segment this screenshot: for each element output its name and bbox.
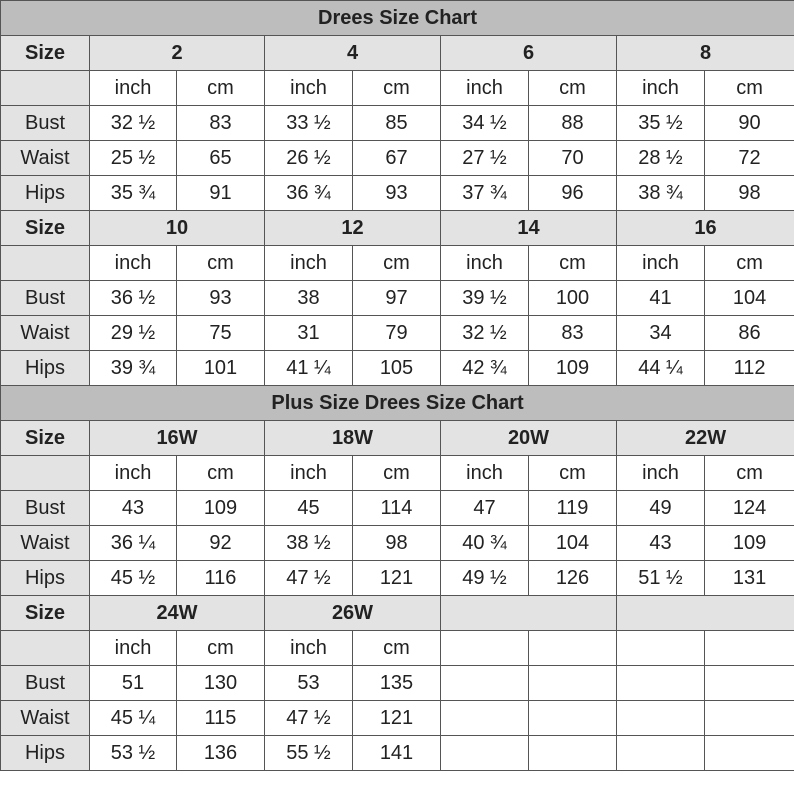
size-header: 18W [265, 421, 441, 456]
measurement-value: 47 ½ [265, 701, 353, 736]
measurement-row [1, 351, 794, 386]
measurement-value: 45 ¼ [90, 701, 177, 736]
measurement-value: 35 ¾ [90, 176, 177, 211]
size-header-row [1, 211, 794, 246]
measurement-value: 45 [265, 491, 353, 526]
unit-cm-label: cm [353, 246, 441, 281]
measurement-value: 121 [353, 701, 441, 736]
size-header: 4 [265, 36, 441, 71]
unit-cm-label: cm [529, 456, 617, 491]
measurement-value: 97 [353, 281, 441, 316]
measurement-value: 130 [177, 666, 265, 701]
measurement-value [441, 701, 529, 736]
unit-cm-label: cm [705, 246, 794, 281]
measurement-value: 70 [529, 141, 617, 176]
measurement-value [705, 701, 794, 736]
measurement-value: 40 ¾ [441, 526, 529, 561]
measurement-value: 91 [177, 176, 265, 211]
measurement-label: Waist [1, 526, 90, 561]
size-header: 26W [265, 596, 441, 631]
measurement-value: 83 [177, 106, 265, 141]
measurement-value: 51 ½ [617, 561, 705, 596]
unit-inch-label: inch [265, 246, 353, 281]
size-label: Size [1, 211, 90, 246]
measurement-value: 26 ½ [265, 141, 353, 176]
measurement-value: 116 [177, 561, 265, 596]
unit-cm-label: cm [705, 71, 794, 106]
measurement-row [1, 561, 794, 596]
measurement-value: 67 [353, 141, 441, 176]
chart-title: Drees Size Chart [1, 1, 794, 36]
measurement-value: 36 ¾ [265, 176, 353, 211]
measurement-value: 47 [441, 491, 529, 526]
measurement-value: 28 ½ [617, 141, 705, 176]
size-header: 12 [265, 211, 441, 246]
measurement-value: 93 [177, 281, 265, 316]
measurement-value: 136 [177, 736, 265, 771]
unit-row-label-cell [1, 246, 90, 281]
measurement-value: 72 [705, 141, 794, 176]
measurement-value: 65 [177, 141, 265, 176]
measurement-value: 109 [529, 351, 617, 386]
size-header-row [1, 421, 794, 456]
measurement-value: 126 [529, 561, 617, 596]
measurement-value: 124 [705, 491, 794, 526]
measurement-value [529, 701, 617, 736]
measurement-label: Hips [1, 351, 90, 386]
measurement-label: Bust [1, 281, 90, 316]
size-header: 14 [441, 211, 617, 246]
unit-row-label-cell [1, 71, 90, 106]
measurement-value: 88 [529, 106, 617, 141]
measurement-value: 98 [705, 176, 794, 211]
measurement-value: 109 [705, 526, 794, 561]
measurement-value: 33 ½ [265, 106, 353, 141]
measurement-value: 37 ¾ [441, 176, 529, 211]
measurement-value: 39 ¾ [90, 351, 177, 386]
measurement-value: 75 [177, 316, 265, 351]
measurement-value: 29 ½ [90, 316, 177, 351]
measurement-value: 43 [90, 491, 177, 526]
unit-inch-label: inch [617, 456, 705, 491]
size-label: Size [1, 596, 90, 631]
empty-cell [617, 631, 705, 666]
size-header-row [1, 36, 794, 71]
measurement-row [1, 526, 794, 561]
unit-inch-label: inch [265, 71, 353, 106]
measurement-value: 39 ½ [441, 281, 529, 316]
measurement-value: 98 [353, 526, 441, 561]
measurement-value: 131 [705, 561, 794, 596]
empty-cell [705, 631, 794, 666]
measurement-label: Waist [1, 701, 90, 736]
measurement-value: 38 ½ [265, 526, 353, 561]
measurement-value: 121 [353, 561, 441, 596]
unit-inch-label: inch [265, 456, 353, 491]
measurement-label: Waist [1, 316, 90, 351]
measurement-row [1, 736, 794, 771]
unit-cm-label: cm [353, 71, 441, 106]
measurement-value: 114 [353, 491, 441, 526]
measurement-value [705, 666, 794, 701]
size-header [441, 596, 617, 631]
measurement-label: Hips [1, 736, 90, 771]
measurement-value: 104 [705, 281, 794, 316]
measurement-row [1, 701, 794, 736]
measurement-label: Waist [1, 141, 90, 176]
measurement-value: 79 [353, 316, 441, 351]
unit-cm-label: cm [705, 456, 794, 491]
measurement-row [1, 106, 794, 141]
measurement-value: 38 ¾ [617, 176, 705, 211]
chart-title-row [1, 1, 794, 36]
measurement-value [617, 666, 705, 701]
unit-row-label-cell [1, 631, 90, 666]
measurement-value: 112 [705, 351, 794, 386]
measurement-value [441, 736, 529, 771]
unit-inch-label: inch [90, 456, 177, 491]
size-header: 22W [617, 421, 794, 456]
size-label: Size [1, 421, 90, 456]
measurement-value: 115 [177, 701, 265, 736]
size-header: 8 [617, 36, 794, 71]
measurement-value: 27 ½ [441, 141, 529, 176]
size-header: 24W [90, 596, 265, 631]
measurement-label: Hips [1, 176, 90, 211]
unit-cm-label: cm [177, 246, 265, 281]
unit-row [1, 631, 794, 666]
size-header: 6 [441, 36, 617, 71]
unit-row [1, 456, 794, 491]
unit-cm-label: cm [177, 631, 265, 666]
measurement-row [1, 176, 794, 211]
chart-title: Plus Size Drees Size Chart [1, 386, 794, 421]
measurement-label: Bust [1, 666, 90, 701]
measurement-value [705, 736, 794, 771]
measurement-row [1, 666, 794, 701]
size-header [617, 596, 794, 631]
measurement-value: 31 [265, 316, 353, 351]
unit-row-label-cell [1, 456, 90, 491]
measurement-value [441, 666, 529, 701]
measurement-value: 100 [529, 281, 617, 316]
unit-cm-label: cm [529, 71, 617, 106]
unit-cm-label: cm [177, 71, 265, 106]
unit-inch-label: inch [441, 71, 529, 106]
chart-title-row [1, 386, 794, 421]
measurement-value: 85 [353, 106, 441, 141]
size-header-row [1, 596, 794, 631]
measurement-value: 36 ¼ [90, 526, 177, 561]
unit-row [1, 71, 794, 106]
measurement-value: 51 [90, 666, 177, 701]
measurement-value: 44 ¼ [617, 351, 705, 386]
measurement-value: 34 ½ [441, 106, 529, 141]
measurement-value: 43 [617, 526, 705, 561]
measurement-value: 49 [617, 491, 705, 526]
measurement-value [617, 736, 705, 771]
unit-row [1, 246, 794, 281]
size-header: 2 [90, 36, 265, 71]
measurement-value: 38 [265, 281, 353, 316]
measurement-value: 36 ½ [90, 281, 177, 316]
measurement-value: 119 [529, 491, 617, 526]
measurement-value: 109 [177, 491, 265, 526]
unit-inch-label: inch [441, 246, 529, 281]
measurement-label: Bust [1, 491, 90, 526]
measurement-value: 47 ½ [265, 561, 353, 596]
unit-inch-label: inch [617, 71, 705, 106]
measurement-value: 32 ½ [441, 316, 529, 351]
measurement-value: 34 [617, 316, 705, 351]
size-header: 16W [90, 421, 265, 456]
size-header: 10 [90, 211, 265, 246]
unit-inch-label: inch [90, 71, 177, 106]
measurement-value: 86 [705, 316, 794, 351]
measurement-value: 96 [529, 176, 617, 211]
measurement-value: 45 ½ [90, 561, 177, 596]
measurement-value: 104 [529, 526, 617, 561]
unit-inch-label: inch [265, 631, 353, 666]
size-label: Size [1, 36, 90, 71]
measurement-value: 49 ½ [441, 561, 529, 596]
unit-inch-label: inch [441, 456, 529, 491]
measurement-row [1, 281, 794, 316]
unit-cm-label: cm [529, 246, 617, 281]
measurement-value: 141 [353, 736, 441, 771]
measurement-value: 35 ½ [617, 106, 705, 141]
measurement-value: 101 [177, 351, 265, 386]
unit-cm-label: cm [177, 456, 265, 491]
measurement-value: 93 [353, 176, 441, 211]
measurement-value: 42 ¾ [441, 351, 529, 386]
measurement-value: 32 ½ [90, 106, 177, 141]
empty-cell [441, 631, 529, 666]
unit-cm-label: cm [353, 456, 441, 491]
measurement-value: 41 ¼ [265, 351, 353, 386]
measurement-value: 135 [353, 666, 441, 701]
measurement-value: 53 [265, 666, 353, 701]
measurement-value [617, 701, 705, 736]
measurement-value [529, 736, 617, 771]
measurement-value [529, 666, 617, 701]
measurement-value: 105 [353, 351, 441, 386]
measurement-row [1, 141, 794, 176]
unit-inch-label: inch [90, 631, 177, 666]
measurement-value: 53 ½ [90, 736, 177, 771]
measurement-value: 55 ½ [265, 736, 353, 771]
measurement-label: Hips [1, 561, 90, 596]
size-header: 20W [441, 421, 617, 456]
unit-inch-label: inch [617, 246, 705, 281]
measurement-value: 83 [529, 316, 617, 351]
measurement-row [1, 316, 794, 351]
measurement-label: Bust [1, 106, 90, 141]
unit-inch-label: inch [90, 246, 177, 281]
measurement-value: 92 [177, 526, 265, 561]
unit-cm-label: cm [353, 631, 441, 666]
measurement-value: 41 [617, 281, 705, 316]
measurement-row [1, 491, 794, 526]
empty-cell [529, 631, 617, 666]
measurement-value: 90 [705, 106, 794, 141]
measurement-value: 25 ½ [90, 141, 177, 176]
size-header: 16 [617, 211, 794, 246]
